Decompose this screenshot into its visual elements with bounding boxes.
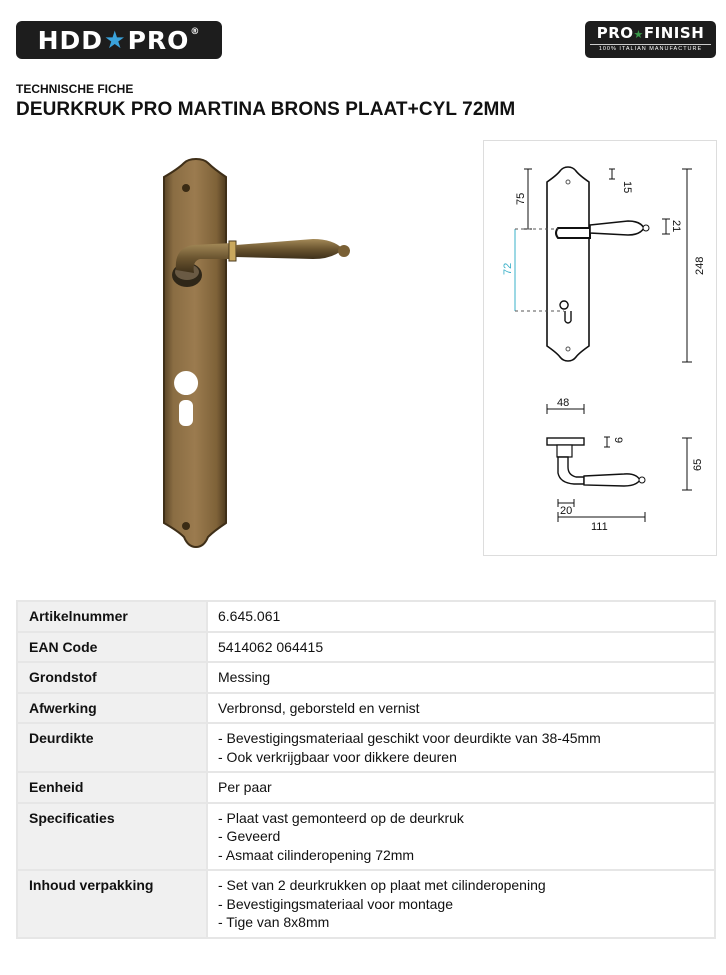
table-row xyxy=(17,693,715,724)
spec-label-artikelnummer: Artikelnummer xyxy=(17,601,207,632)
spec-value-inhoud-verpakking xyxy=(207,870,715,938)
spec-value-ean xyxy=(207,632,715,663)
spec-line: - Plaat vast gemonteerd op de deurkruk xyxy=(218,809,464,826)
logo-text-hdd: HDD xyxy=(37,25,104,55)
italian-star-icon: ★ xyxy=(633,28,644,41)
table-row xyxy=(17,601,715,632)
spec-value-afwerking xyxy=(207,693,715,724)
spec-value-artikelnummer xyxy=(207,601,715,632)
logo-text-pro: PRO xyxy=(596,24,634,42)
table-row xyxy=(17,632,715,663)
spec-value-eenheid xyxy=(207,772,715,803)
dim-48: 48 xyxy=(557,397,570,409)
logo-text-pro: PRO xyxy=(127,25,190,55)
spec-line: Messing xyxy=(218,669,271,685)
spec-label-ean: EAN Code xyxy=(17,632,207,663)
spec-value-deurdikte xyxy=(207,723,715,772)
spec-line: - Ook verkrijgbaar voor dikkere deuren xyxy=(218,748,457,765)
hdd-pro-logo xyxy=(16,21,222,59)
table-row xyxy=(17,723,715,772)
spec-line: Per paar xyxy=(218,779,272,795)
document-subtitle: TECHNISCHE FICHE xyxy=(16,82,134,96)
technical-drawing xyxy=(483,140,717,556)
spec-line: - Tige van 8x8mm xyxy=(218,914,330,930)
dim-248: 248 xyxy=(694,256,706,275)
spec-label-deurdikte: Deurdikte xyxy=(17,723,207,772)
pro-finish-wordmark xyxy=(585,24,716,42)
document-title: DEURKRUK PRO MARTINA BRONS PLAAT+CYL 72MM xyxy=(16,99,516,120)
dim-9: 9 xyxy=(612,437,624,444)
spec-label-specificaties: Specificaties xyxy=(17,803,207,871)
spec-line: - Geveerd xyxy=(218,828,281,844)
dim-15: 15 xyxy=(621,181,633,194)
spec-value-grondstof xyxy=(207,662,715,693)
logo-tagline: 100% ITALIAN MANUFACTURE xyxy=(598,46,703,52)
specifications-table xyxy=(16,600,716,939)
dim-111: 111 xyxy=(591,521,608,533)
table-row xyxy=(17,870,715,938)
dim-72: 72 xyxy=(502,262,514,275)
logo-text-finish: FINISH xyxy=(643,24,705,42)
dim-20: 20 xyxy=(560,505,573,517)
registered-mark: ® xyxy=(190,27,201,37)
dim-21: 21 xyxy=(670,220,682,233)
spec-value-specificaties xyxy=(207,803,715,871)
spec-label-afwerking: Afwerking xyxy=(17,693,207,724)
pro-finish-logo xyxy=(585,21,716,58)
dim-65: 65 xyxy=(692,458,704,471)
dim-75: 75 xyxy=(515,192,527,205)
spec-line: 6.645.061 xyxy=(218,608,281,624)
spec-line: - Bevestigingsmateriaal voor montage xyxy=(218,895,454,912)
spec-line: - Set van 2 deurkrukken op plaat met cilinderopening xyxy=(218,877,546,893)
spec-label-inhoud-verpakking: Inhoud verpakking xyxy=(17,870,207,938)
spec-line: 5414062 064415 xyxy=(218,638,324,655)
table-row xyxy=(17,772,715,803)
logo-divider xyxy=(590,44,711,45)
spec-line: - Asmaat cilinderopening 72mm xyxy=(218,846,415,863)
product-photo xyxy=(138,155,368,565)
spec-label-grondstof: Grondstof xyxy=(17,662,207,693)
table-row xyxy=(17,662,715,693)
table-row xyxy=(17,803,715,871)
spec-line: Verbronsd, geborsteld en vernist xyxy=(218,699,420,716)
spec-line: - Bevestigingsmateriaal geschikt voor deurdikte van 38-45mm xyxy=(218,730,601,746)
spec-label-eenheid: Eenheid xyxy=(17,772,207,803)
star-icon: ★ xyxy=(104,26,127,54)
